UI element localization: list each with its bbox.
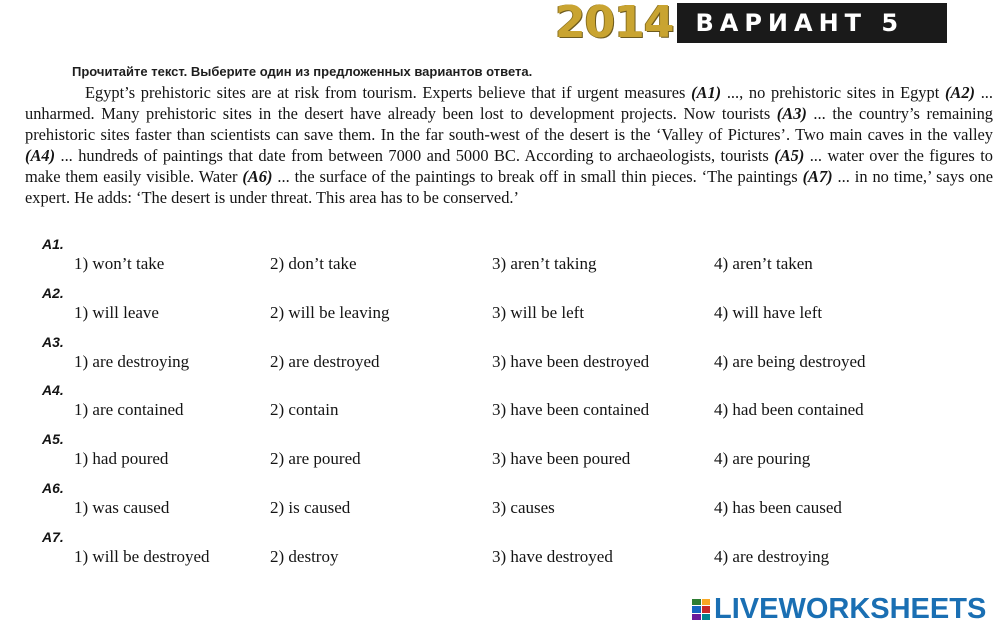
answer-option[interactable]: 3) have been poured (492, 449, 631, 469)
footer-brand (692, 593, 986, 626)
passage-text: Egypt’s prehistoric sites are at risk from tourism. Experts believe that if urgent measures (85, 83, 692, 102)
instruction-text: Прочитайте текст. Выберите один из предложенных вариантов ответа. (72, 64, 533, 79)
answer-option[interactable]: 2) is caused (270, 498, 351, 517)
question-label: A6. (42, 480, 64, 496)
answer-option[interactable]: 2) destroy (270, 546, 339, 566)
answer-option[interactable]: 3) aren’t taking (492, 254, 597, 273)
passage-text: ..., no prehistoric sites in Egypt (721, 83, 945, 102)
passage-text: ... hundreds of paintings that date from between 7000 and 5000 BC. According to archaeologists, tourists (55, 146, 775, 166)
answer-option[interactable]: 2) are poured (270, 449, 361, 469)
question-label: A5. (42, 431, 64, 448)
blank-tag: (A5) (774, 146, 805, 166)
answer-option[interactable]: 3) causes (492, 498, 555, 517)
answer-option[interactable]: 1) are destroying (74, 351, 190, 371)
answer-option[interactable]: 2) are destroyed (270, 351, 380, 371)
answer-option[interactable]: 1) are contained (74, 400, 184, 420)
variant-banner: ВАРИАНТ 5 (677, 3, 947, 43)
passage-text: ... the country’s remaining prehistoric sites faster than scientists can save them. In the far south-west of the desert is the ‘Valley of Pictures’. Two main caves in the valley (25, 104, 993, 145)
answer-option[interactable]: 2) will be leaving (270, 302, 390, 322)
question-label: A4. (42, 382, 64, 399)
blank-tag: (A1) (691, 83, 722, 102)
passage-text: ... unharmed. Many prehistoric sites in the desert have already been lost to development projects. Now tourists (25, 83, 993, 124)
answer-option[interactable]: 4) will have left (714, 302, 823, 322)
brand-name: LIVEWORKSHEETS (714, 593, 987, 625)
answer-option[interactable]: 4) has been caused (714, 498, 842, 517)
answer-option[interactable]: 3) have been contained (492, 400, 650, 420)
answer-option[interactable]: 2) contain (270, 400, 339, 420)
answer-option[interactable]: 1) will leave (74, 302, 159, 322)
page-header (555, 0, 947, 46)
passage-paragraph (25, 82, 993, 209)
answer-option[interactable]: 4) are destroying (714, 546, 830, 566)
question-label: A2. (42, 284, 64, 301)
passage-text: ... water over the figures to make them easily visible. Water (25, 146, 993, 187)
answer-option[interactable]: 3) will be left (492, 302, 585, 322)
liveworksheets-logo-icon (692, 599, 710, 621)
answer-option[interactable]: 2) don’t take (270, 254, 357, 273)
blank-tag: (A6) (242, 167, 273, 187)
answer-option[interactable]: 1) won’t take (74, 254, 165, 273)
answer-option[interactable]: 3) have destroyed (492, 546, 613, 566)
answer-option[interactable]: 1) was caused (74, 498, 170, 517)
question-label: A1. (42, 236, 64, 252)
blank-tag: (A2) (944, 83, 975, 102)
passage-text: ... in no time,’ says one expert. He adds: ‘The desert is under threat. This area has to be conserved.’ (25, 167, 993, 208)
blank-tag: (A7) (802, 167, 833, 187)
question-label: A7. (42, 528, 64, 545)
reading-passage (25, 82, 993, 209)
blank-tag: (A3) (776, 104, 807, 124)
passage-text: ... the surface of the paintings to break off in small thin pieces. ‘The paintings (272, 167, 803, 187)
answer-option[interactable]: 4) are being destroyed (714, 351, 866, 371)
answer-option[interactable]: 4) aren’t taken (714, 254, 813, 273)
blank-tag: (A4) (25, 146, 56, 166)
year-title: 2014 (555, 0, 674, 48)
answer-option[interactable]: 4) are pouring (714, 449, 811, 469)
answer-option[interactable]: 3) have been destroyed (492, 351, 650, 371)
answer-option[interactable]: 1) will be destroyed (74, 546, 210, 566)
question-label: A3. (42, 333, 64, 350)
answer-option[interactable]: 4) had been contained (714, 400, 864, 420)
answer-option[interactable]: 1) had poured (74, 449, 169, 469)
